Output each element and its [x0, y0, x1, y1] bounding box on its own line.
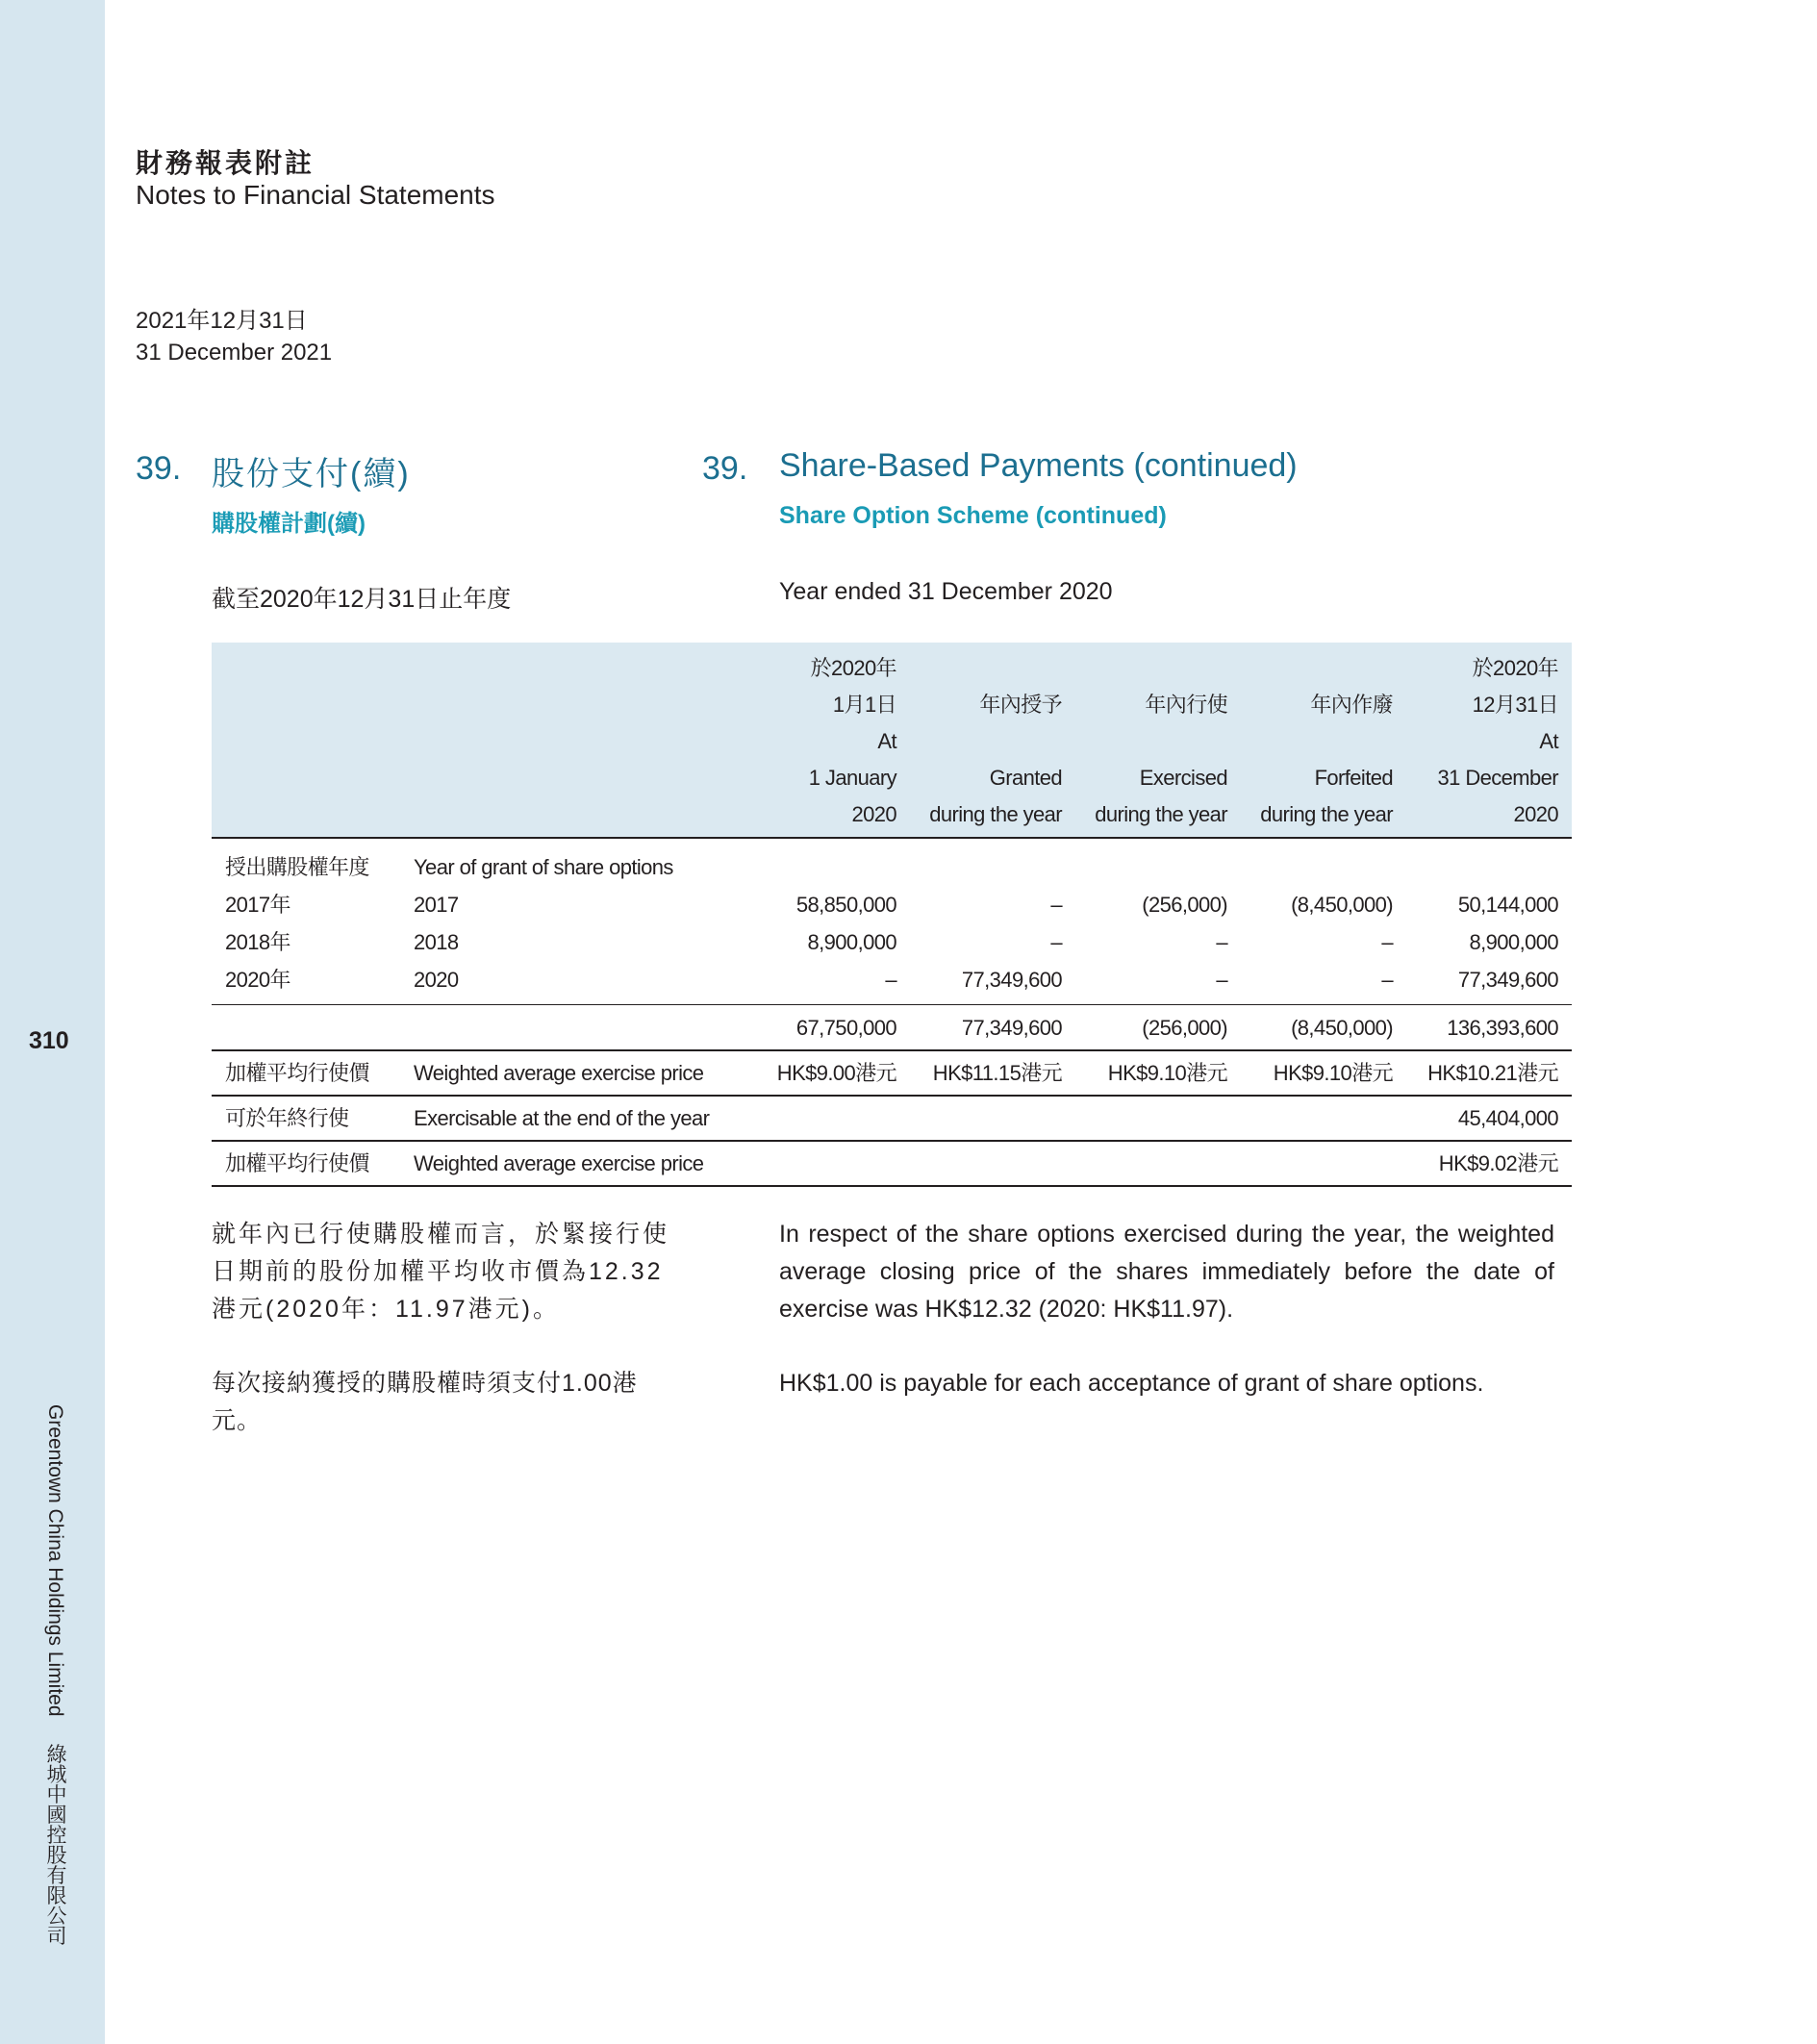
table-row-grant-year-label	[212, 838, 1572, 886]
table-cell: –	[746, 961, 910, 1005]
row-label-zh: 可於年終行使	[212, 1096, 400, 1141]
header-row	[212, 687, 1572, 723]
table-cell: –	[1075, 961, 1241, 1005]
row-label-zh: 2020年	[212, 961, 400, 1005]
header-row	[212, 760, 1572, 796]
col-header-opening: 1月1日	[746, 687, 910, 723]
table-cell: HK$9.00港元	[746, 1050, 910, 1096]
header-title-en: Notes to Financial Statements	[136, 180, 495, 210]
col-header-exercised: 年內行使	[1075, 687, 1241, 723]
total-cell: (256,000)	[1075, 1005, 1241, 1051]
header-row	[212, 643, 1572, 687]
col-header-closing: 12月31日	[1406, 687, 1572, 723]
row-label-en: 2018	[414, 930, 459, 954]
table-cell: 8,900,000	[1469, 930, 1558, 954]
col-header-opening: 2020	[746, 796, 910, 838]
col-header-exercised: during the year	[1075, 796, 1241, 838]
table-cell: (256,000)	[1142, 893, 1227, 917]
col-header-granted: Granted	[910, 760, 1075, 796]
note-acceptance-zh: 每次接納獲授的購股權時須支付1.00港元。	[212, 1370, 638, 1434]
col-header-forfeited: during the year	[1241, 796, 1406, 838]
table-row	[212, 886, 1572, 923]
report-date-zh: 2021年12月31日	[136, 308, 308, 334]
row-label-en: 2017	[414, 893, 459, 917]
row-label-zh: 2018年	[225, 930, 290, 954]
section-subtitle-en: Share Option Scheme (continued)	[779, 502, 1167, 529]
row-label-zh: 加權平均行使價	[212, 1141, 400, 1186]
col-header-exercised	[1075, 643, 1241, 687]
note-acceptance-en: HK$1.00 is payable for each acceptance of grant of share options.	[779, 1370, 1484, 1397]
table-cell: 50,144,000	[1457, 893, 1558, 917]
row-label-en: 2020	[400, 961, 746, 1005]
col-header-opening: 1 January	[746, 760, 910, 796]
table-cell: 8,900,000	[807, 930, 896, 954]
table-cell: HK$9.02港元	[1406, 1141, 1572, 1186]
company-name-zh: 綠城中國控股有限公司	[44, 1743, 66, 1946]
col-header-closing: 2020	[1406, 796, 1572, 838]
page-number: 310	[29, 1027, 69, 1054]
col-header-forfeited: 年內作廢	[1241, 687, 1406, 723]
sidebar	[0, 0, 105, 2044]
table-cell: –	[1050, 930, 1062, 954]
table-cell: HK$11.15港元	[910, 1050, 1075, 1096]
total-cell: 67,750,000	[746, 1005, 910, 1051]
col-header-granted: during the year	[910, 796, 1075, 838]
col-header-opening: At	[746, 723, 910, 760]
row-label-zh: 加權平均行使價	[212, 1050, 400, 1096]
row-label-en: Weighted average exercise price	[400, 1050, 746, 1096]
company-name-en: Greentown China Holdings Limited	[44, 1404, 66, 1717]
section-title-en: Share-Based Payments (continued)	[779, 447, 1298, 484]
col-header-closing: At	[1406, 723, 1572, 760]
report-date-en: 31 December 2021	[136, 340, 333, 366]
table-row-exercisable	[212, 1096, 1572, 1141]
row-label-en: Year of grant of share options	[414, 855, 673, 879]
col-header-forfeited	[1241, 643, 1406, 687]
header-row	[212, 723, 1572, 760]
col-header-granted	[910, 723, 1075, 760]
col-header-closing: 31 December	[1406, 760, 1572, 796]
table-cell: 58,850,000	[795, 893, 896, 917]
table-cell: (8,450,000)	[1291, 893, 1393, 917]
table-cell: –	[1241, 961, 1406, 1005]
table-cell: –	[1050, 893, 1062, 917]
col-header-closing: 於2020年	[1406, 643, 1572, 687]
period-zh: 截至2020年12月31日止年度	[212, 586, 512, 613]
period-en: Year ended 31 December 2020	[779, 578, 1113, 605]
table-row-weighted-average-price	[212, 1050, 1572, 1096]
row-label-en: Exercisable at the end of the year	[400, 1096, 746, 1141]
table-cell: HK$9.10港元	[1075, 1050, 1241, 1096]
row-label-zh: 授出購股權年度	[225, 855, 369, 879]
section-number-en: 39.	[702, 450, 748, 487]
row-label-zh: 2017年	[225, 893, 290, 917]
table-cell: 77,349,600	[1406, 961, 1572, 1005]
row-label-en: Weighted average exercise price	[400, 1141, 746, 1186]
company-name	[40, 1404, 69, 1946]
table-cell: HK$9.10港元	[1241, 1050, 1406, 1096]
header-title-zh: 財務報表附註	[136, 147, 315, 179]
col-header-forfeited: Forfeited	[1241, 760, 1406, 796]
note-exercised-zh: 就年內已行使購股權而言，於緊接行使日期前的股份加權平均收市價為12.32港元(2020年：11.97港元)。	[212, 1221, 670, 1323]
section-number-zh: 39.	[136, 450, 182, 487]
col-header-exercised: Exercised	[1075, 760, 1241, 796]
section-title-zh: 股份支付(續)	[212, 456, 411, 492]
col-header-forfeited	[1241, 723, 1406, 760]
total-cell: 136,393,600	[1406, 1005, 1572, 1051]
col-header-exercised	[1075, 723, 1241, 760]
table-cell: 77,349,600	[910, 961, 1075, 1005]
total-cell: 77,349,600	[910, 1005, 1075, 1051]
table-row	[212, 961, 1572, 1005]
section-subtitle-zh: 購股權計劃(續)	[212, 511, 366, 537]
table-row-weighted-average-price-end	[212, 1141, 1572, 1186]
header-row	[212, 796, 1572, 838]
share-options-table	[212, 643, 1572, 1187]
col-header-granted	[910, 643, 1075, 687]
note-exercised-en: In respect of the share options exercised during the year, the weighted average closing price of the shares immediately before the date of exercise was HK$12.32 (2020: HK$11.97).	[779, 1221, 1554, 1323]
table-row-total	[212, 1005, 1572, 1051]
col-header-granted: 年內授予	[910, 687, 1075, 723]
table-cell: –	[1216, 930, 1227, 954]
col-header-opening: 於2020年	[746, 643, 910, 687]
table-cell: –	[1381, 930, 1393, 954]
table-cell: HK$10.21港元	[1406, 1050, 1572, 1096]
total-cell: (8,450,000)	[1241, 1005, 1406, 1051]
table-row	[212, 923, 1572, 961]
table-cell: 45,404,000	[1406, 1096, 1572, 1141]
